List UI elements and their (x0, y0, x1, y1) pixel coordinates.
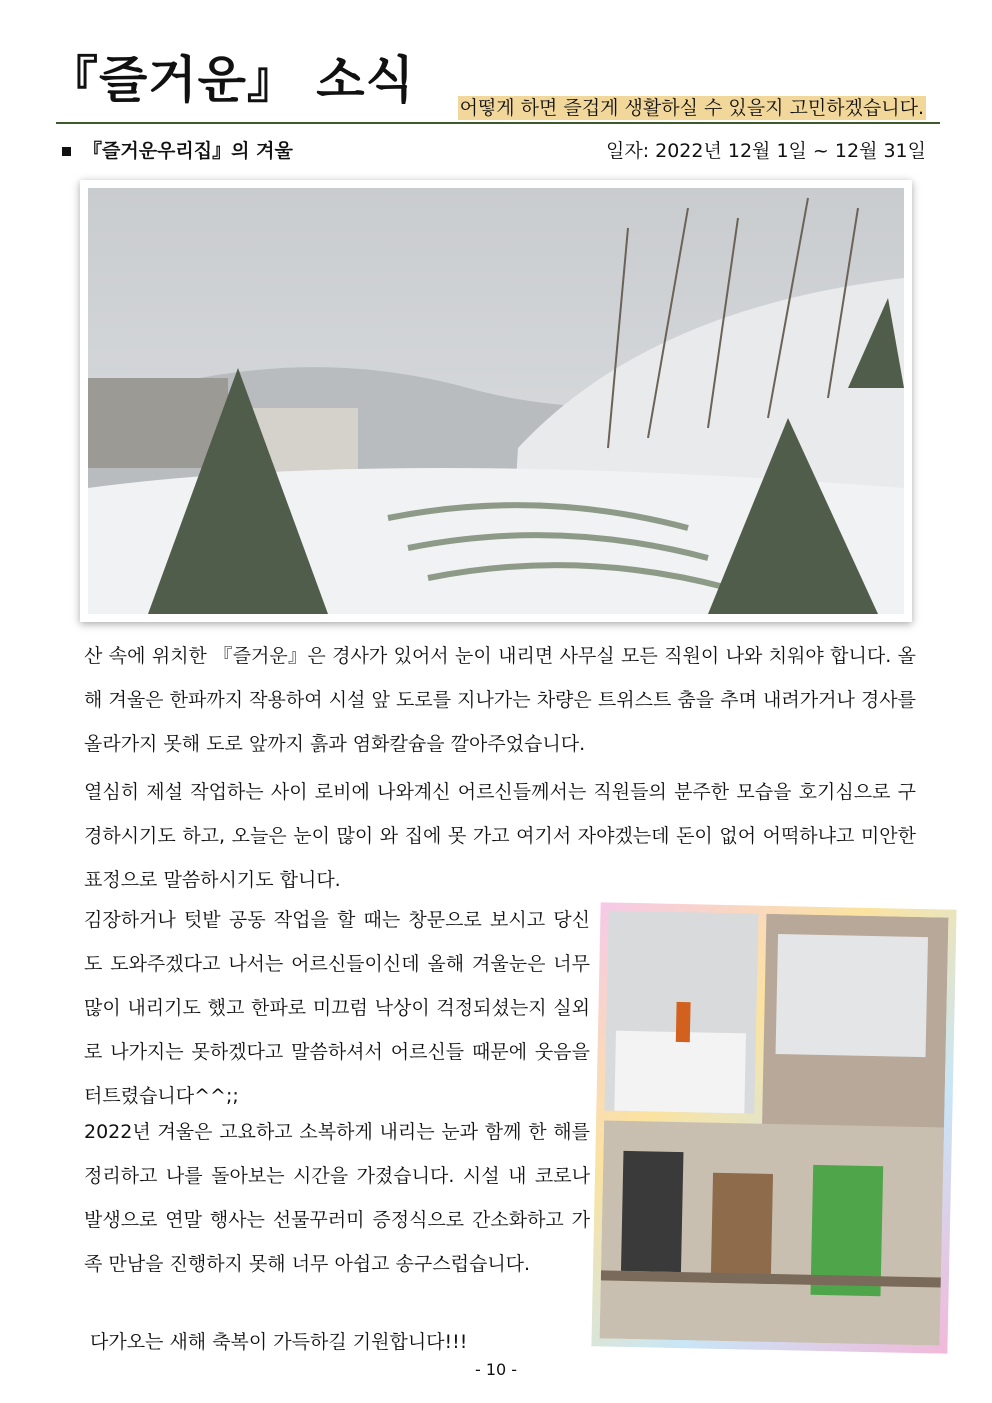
snowy-hillside-image (88, 188, 904, 614)
paragraph-2: 열심히 제설 작업하는 사이 로비에 나와계신 어르신들께서는 직원들의 분주한 모습을 호기심으로 구경하시기도 하고, 오늘은 눈이 많이 와 집에 못 가고 여기서 자야겠는데 돈이 없어 어떡하냐고 미안한 표정으로 말씀하시기도 합니다. (84, 781, 916, 891)
paragraph-1: 산 속에 위치한 『즐거운』은 경사가 있어서 눈이 내리면 사무실 모든 직원이 나와 치워야 합니다. 올해 겨울은 한파까지 작용하여 시설 앞 도로를 지나가는 차량은 트위스트 춤을 추며 내려가거나 경사를 올라가지 못해 도로 앞까지 흙과 염화칼슘을 깔아주었습니다. (84, 645, 916, 755)
paragraph-3: 김장하거나 텃밭 공동 작업을 할 때는 창문으로 보시고 당신도 도와주겠다고 나서는 어르신들이신데 올해 겨울눈은 너무 많이 내리기도 했고 한파로 미끄럼 낙상이 걱정되셨는지 실외로 나가지는 못하겠다고 말씀하셔서 어르신들 때문에 웃음을 터트렸습니다^^;; (84, 909, 590, 1107)
page-title: 『즐거운』 소식 (48, 51, 415, 109)
closing-line: 다가오는 새해 축복이 가득하길 기원합니다!!! (90, 1331, 468, 1353)
section-heading-text: 『즐거운우리집』의 겨울 (83, 140, 293, 162)
winter-landscape-photo (80, 180, 912, 622)
page-number: - 10 - (474, 1360, 518, 1379)
paragraph-4: 2022년 겨울은 고요하고 소복하게 내리는 눈과 함께 한 해를 정리하고 나를 돌아보는 시간을 가졌습니다. 시설 내 코로나 발생으로 연말 행사는 선물꾸러미 증정식으로 간소화하고 가족 만남을 진행하지 못해 너무 아쉽고 송구스럽습니다. (84, 1121, 590, 1275)
square-bullet-icon (62, 147, 71, 156)
activity-photo-collage (591, 902, 956, 1353)
title-rule (56, 122, 940, 124)
section-date: 일자: 2022년 12월 1일 ~ 12월 31일 (605, 140, 926, 162)
page-subtitle: 어떻게 하면 즐겁게 생활하실 수 있을지 고민하겠습니다. (459, 97, 924, 119)
section-heading (62, 136, 293, 163)
collage-images (600, 910, 949, 1345)
